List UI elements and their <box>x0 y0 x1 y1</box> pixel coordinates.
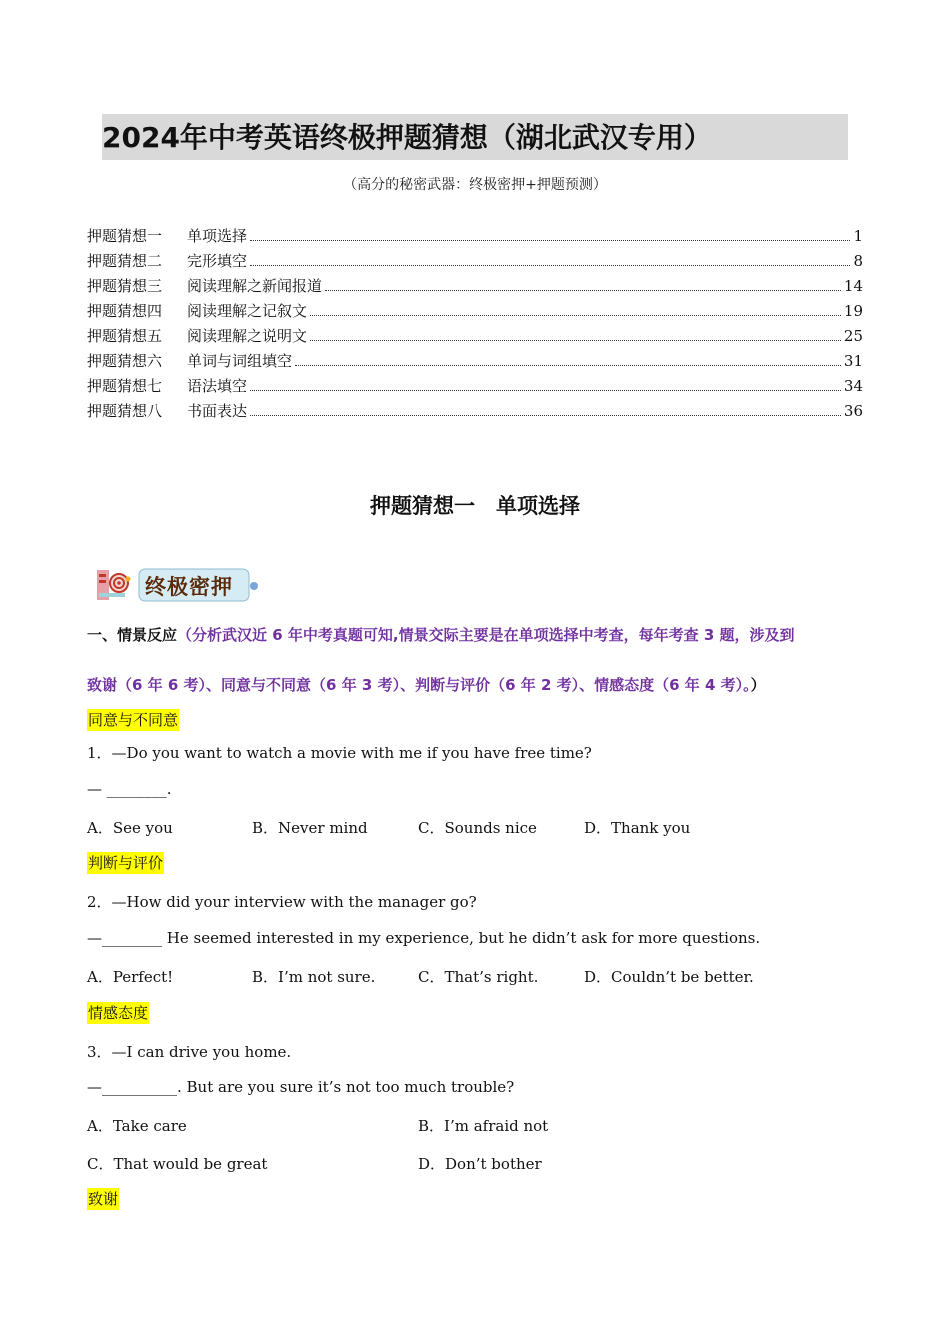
analysis-note-cont <box>87 672 877 698</box>
option[interactable]: D．Couldn’t be better. <box>584 968 754 986</box>
toc-entry-page: 31 <box>843 352 863 370</box>
toc-entry-title: 单项选择 <box>187 227 248 245</box>
question-type-label: 一、情景反应 <box>87 626 178 644</box>
toc-entry-page: 25 <box>843 327 863 345</box>
category-tag-label: 情感态度 <box>88 1004 149 1022</box>
question-prompt: 3．—I can drive you home. <box>87 1043 292 1061</box>
toc-entry[interactable] <box>87 374 863 399</box>
toc-leader-dots <box>310 340 841 341</box>
toc-leader-dots <box>250 265 850 266</box>
category-tag <box>87 852 164 874</box>
analysis-note-line2: 致谢（6 年 6 考）、同意与不同意（6 年 3 考）、判断与评价（6 年 2 考）、情感态度（6 年 4 考）。 <box>87 676 751 694</box>
toc-entry-number: 押题猜想七 <box>87 377 163 395</box>
toc-entry-title: 阅读理解之新闻报道 <box>187 277 323 295</box>
question-prompt: 1．—Do you want to watch a movie with me if you have free time? <box>87 744 592 762</box>
section-badge <box>95 566 261 604</box>
toc-entry-title: 语法填空 <box>187 377 248 395</box>
toc-entry-page: 8 <box>853 252 863 270</box>
category-tag <box>87 709 179 731</box>
option[interactable]: C．That would be great <box>87 1155 268 1173</box>
toc-entry-title: 阅读理解之说明文 <box>187 327 308 345</box>
document-subtitle: （高分的秘密武器：终极密押+押题预测） <box>343 177 607 193</box>
category-tag <box>87 1002 149 1024</box>
toc-leader-dots <box>310 315 841 316</box>
toc-entry[interactable] <box>87 224 863 249</box>
toc-entry-title: 单词与词组填空 <box>187 352 293 370</box>
question-type-heading <box>87 622 877 648</box>
option[interactable]: B．I’m afraid not <box>418 1117 549 1135</box>
option[interactable]: C．Sounds nice <box>418 819 537 837</box>
toc-entry-number: 押题猜想六 <box>87 352 163 370</box>
toc-entry[interactable] <box>87 349 863 374</box>
toc-entry-page: 19 <box>843 302 863 320</box>
toc-entry-title: 完形填空 <box>187 252 248 270</box>
options-grid <box>87 1115 867 1175</box>
document-title: 2024年中考英语终极押题猜想（湖北武汉专用） <box>102 121 712 154</box>
toc-entry-number: 押题猜想四 <box>87 302 163 320</box>
options-row <box>87 817 867 839</box>
analysis-note: 分析武汉近 6 年中考真题可知,情景交际主要是在单项选择中考查，每年考查 3 题，涉及到 <box>192 626 795 644</box>
toc-entry[interactable] <box>87 399 863 424</box>
category-tag <box>87 1188 119 1210</box>
option[interactable]: A．Perfect! <box>87 968 174 986</box>
toc-entry-number: 押题猜想五 <box>87 327 163 345</box>
option[interactable]: B．Never mind <box>252 819 368 837</box>
toc-leader-dots <box>250 390 841 391</box>
category-tag-label: 判断与评价 <box>88 854 164 872</box>
option[interactable]: D．Don’t bother <box>418 1155 542 1173</box>
toc-entry-page: 14 <box>843 277 863 295</box>
question-response: — ________. <box>87 780 172 798</box>
option[interactable]: A．See you <box>87 819 173 837</box>
toc-entry-page: 36 <box>843 402 863 420</box>
toc-entry[interactable] <box>87 324 863 349</box>
category-tag-label: 同意与不同意 <box>88 711 179 729</box>
badge-label: 终极密押 <box>145 574 233 599</box>
option[interactable]: B．I’m not sure. <box>252 968 376 986</box>
toc-entry-number: 押题猜想二 <box>87 252 163 270</box>
toc-leader-dots <box>250 240 850 241</box>
toc-entry-page: 34 <box>843 377 863 395</box>
toc-entry[interactable] <box>87 249 863 274</box>
toc-leader-dots <box>295 365 841 366</box>
toc-entry[interactable] <box>87 299 863 324</box>
option[interactable]: A．Take care <box>87 1117 187 1135</box>
table-of-contents <box>87 224 863 424</box>
question-response: —__________. But are you sure it’s not too much trouble? <box>87 1078 515 1096</box>
toc-entry-page: 1 <box>853 227 863 245</box>
option[interactable]: D．Thank you <box>584 819 691 837</box>
toc-entry-number: 押题猜想三 <box>87 277 163 295</box>
note-open-paren: （ <box>177 626 193 644</box>
toc-entry-title: 阅读理解之记叙文 <box>187 302 308 320</box>
toc-leader-dots <box>325 290 841 291</box>
toc-leader-dots <box>250 415 841 416</box>
question-prompt: 2．—How did your interview with the manager go? <box>87 893 477 911</box>
category-tag-label: 致谢 <box>88 1190 119 1208</box>
option[interactable]: C．That’s right. <box>418 968 539 986</box>
toc-entry-number: 押题猜想一 <box>87 227 163 245</box>
question-response: —________ He seemed interested in my experience, but he didn’t ask for more questions. <box>87 929 761 947</box>
note-close-paren: ） <box>750 676 766 694</box>
section-heading: 押题猜想一 单项选择 <box>370 494 580 518</box>
toc-entry-number: 押题猜想八 <box>87 402 163 420</box>
toc-entry[interactable] <box>87 274 863 299</box>
toc-entry-title: 书面表达 <box>187 402 248 420</box>
options-row <box>87 966 867 988</box>
